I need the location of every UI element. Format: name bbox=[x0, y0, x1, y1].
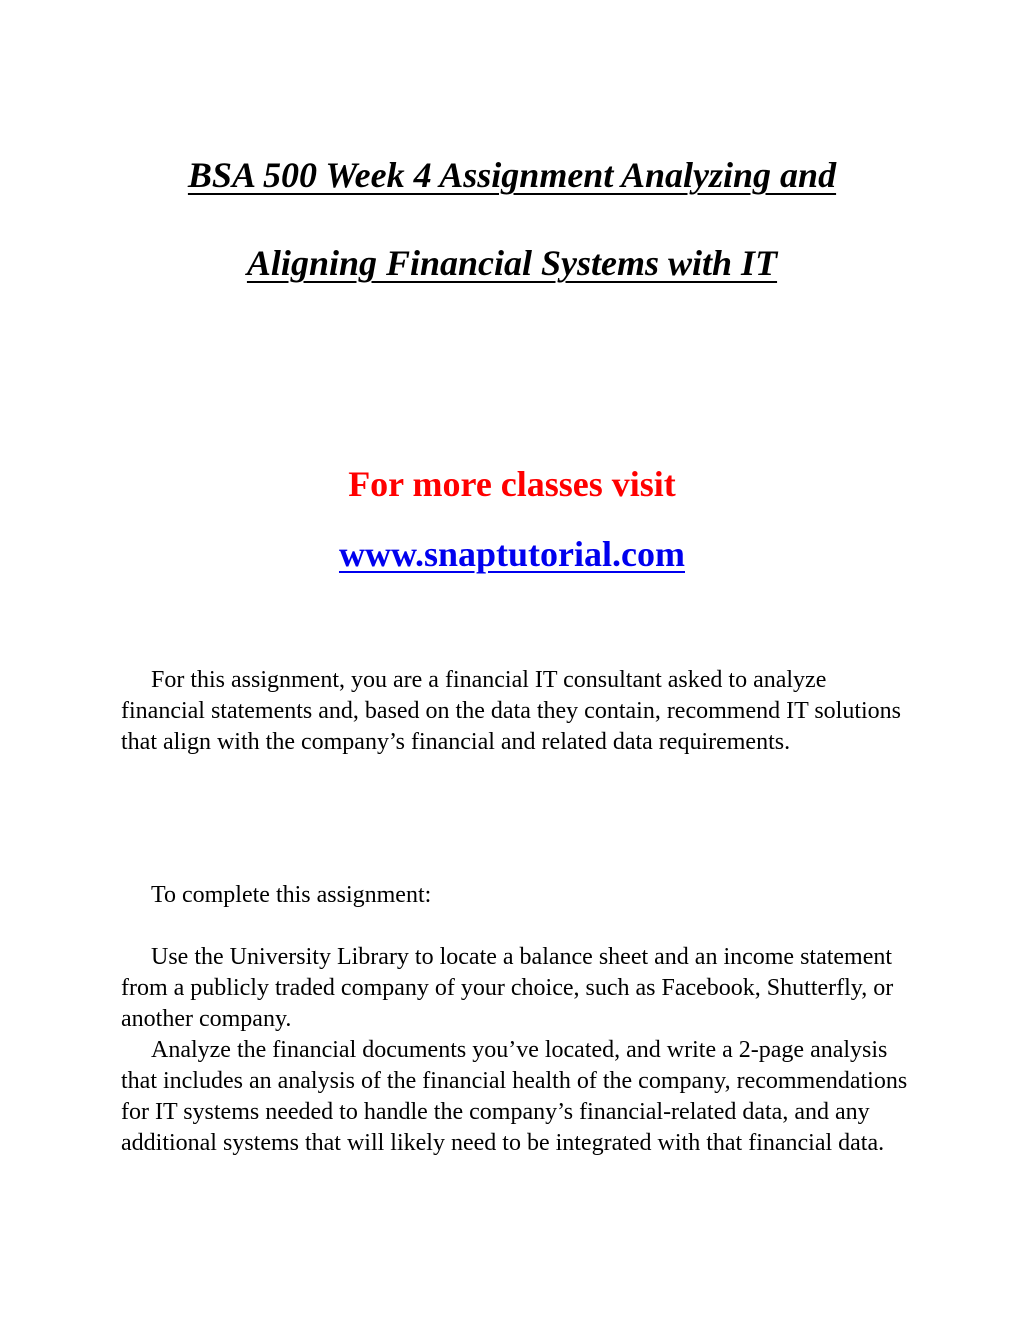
instruction-paragraph-1: Use the University Library to locate a balance sheet and an income statement from a publicly traded company of your choice, such as Facebook, Shutterfly, or another company. bbox=[121, 944, 894, 1032]
document-title-line-2: Aligning Financial Systems with IT bbox=[246, 243, 778, 283]
instructions-heading: To complete this assignment: bbox=[151, 882, 432, 908]
document-title-line-1: BSA 500 Week 4 Assignment Analyzing and bbox=[187, 155, 837, 195]
instruction-paragraph-2: Analyze the financial documents you’ve located, and write a 2-page analysis that includes an analysis of the financial health of the company, recommendations for IT systems needed to handle the company’s financial-related data, and any additional systems that will likely need to be integrated with that financial data. bbox=[121, 1037, 908, 1156]
promo-link[interactable]: www.snaptutorial.com bbox=[338, 534, 685, 574]
intro-paragraph: For this assignment, you are a financial IT consultant asked to analyze financial statements and, based on the data they contain, recommend IT solutions that align with the company’s financial and related data requirements. bbox=[121, 667, 901, 755]
promo-text: For more classes visit bbox=[348, 464, 676, 504]
